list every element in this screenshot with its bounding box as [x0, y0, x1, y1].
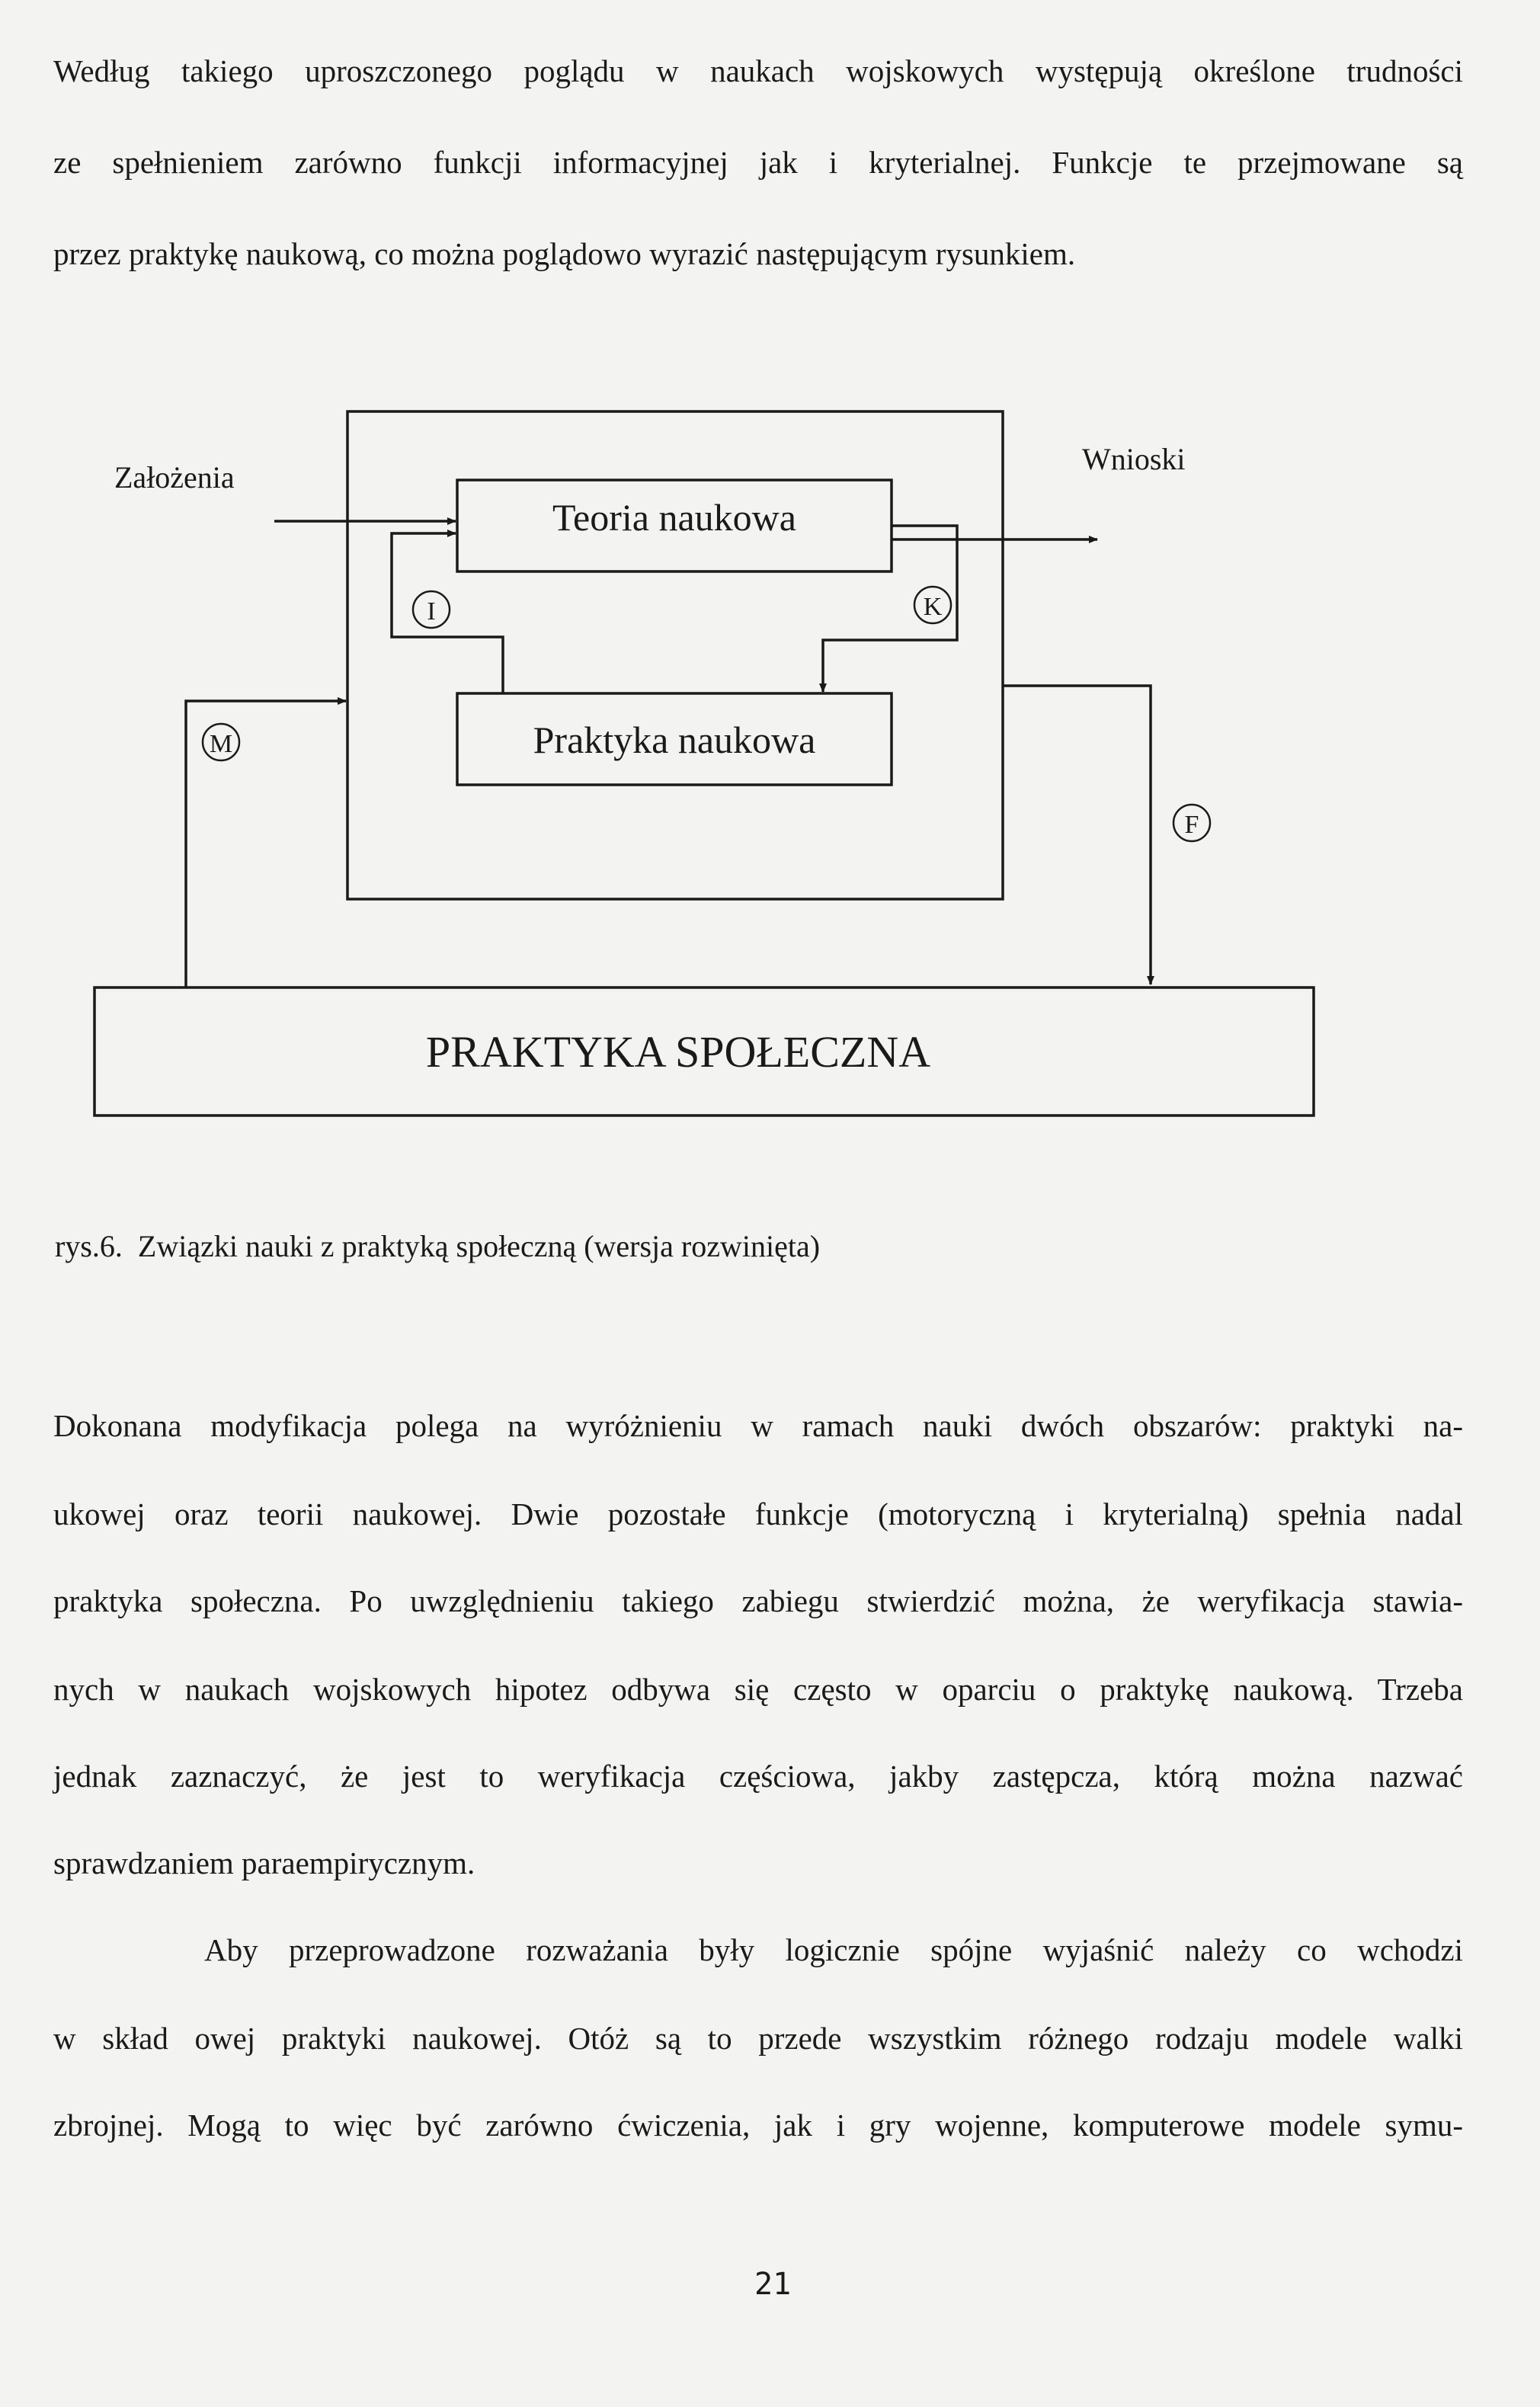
paragraph1-line: Według takiego uproszczonego poglądu w naukach wojskowych występują określone trudności [53, 53, 1463, 88]
theory-box-label: Teoria naukowa [552, 496, 796, 539]
science-outer-box [347, 411, 1003, 899]
paragraph2-line: nych w naukach wojskowych hipotez odbywa się często w oparciu o praktykę naukową. Trzeba [53, 1672, 1463, 1707]
science-practice-diagram [0, 0, 1540, 1158]
criterion-F-arrow [1003, 686, 1151, 984]
figure-caption: rys.6. Związki nauki z praktyką społeczną (wersja rozwinięta) [55, 1229, 821, 1263]
marker-F-label: F [1184, 811, 1199, 839]
conclusions-label: Wnioski [1082, 442, 1186, 476]
paragraph2-line: jednak zaznaczyć, że jest to weryfikacja częściowa, jakby zastępcza, którą można nazwać [53, 1759, 1463, 1794]
paragraph3-line: zbrojnej. Mogą to więc być zarówno ćwiczenia, jak i gry wojenne, komputerowe modele symu- [53, 2108, 1463, 2143]
assumptions-label: Założenia [114, 460, 235, 495]
paragraph2-line: ukowej oraz teorii naukowej. Dwie pozostałe funkcje (motoryczną i kryterialną) spełnia nadal [53, 1496, 1463, 1532]
marker-M-label: M [209, 730, 233, 758]
paragraph3-line: w skład owej praktyki naukowej. Otóż są to przede wszystkim różnego rodzaju modele walki [53, 2021, 1463, 2056]
paragraph2-line: sprawdzaniem paraempirycznym. [53, 1845, 475, 1880]
page-number: 21 [754, 2267, 792, 2302]
paragraph2-line: praktyka społeczna. Po uwzględnieniu takiego zabiegu stwierdzić można, że weryfikacja stawia- [53, 1583, 1463, 1618]
social-practice-box-label: PRAKTYKA SPOŁECZNA [425, 1027, 931, 1077]
marker-K-label: K [923, 593, 943, 621]
paragraph3-line: Aby przeprowadzone rozważania były logicznie spójne wyjaśnić należy co wchodzi [204, 1932, 1463, 1967]
science-practice-box-label: Praktyka naukowa [533, 719, 816, 761]
paragraph1-line: przez praktykę naukową, co można poglądowo wyrazić następującym rysunkiem. [53, 236, 1076, 271]
feedback-I-arrow [392, 533, 503, 693]
marker-I-label: I [427, 597, 436, 626]
paragraph1-line: ze spełnieniem zarówno funkcji informacyjnej jak i kryterialnej. Funkcje te przejmowane są [53, 145, 1463, 180]
paragraph2-line: Dokonana modyfikacja polega na wyróżnieniu w ramach nauki dwóch obszarów: praktyki na- [53, 1408, 1463, 1443]
